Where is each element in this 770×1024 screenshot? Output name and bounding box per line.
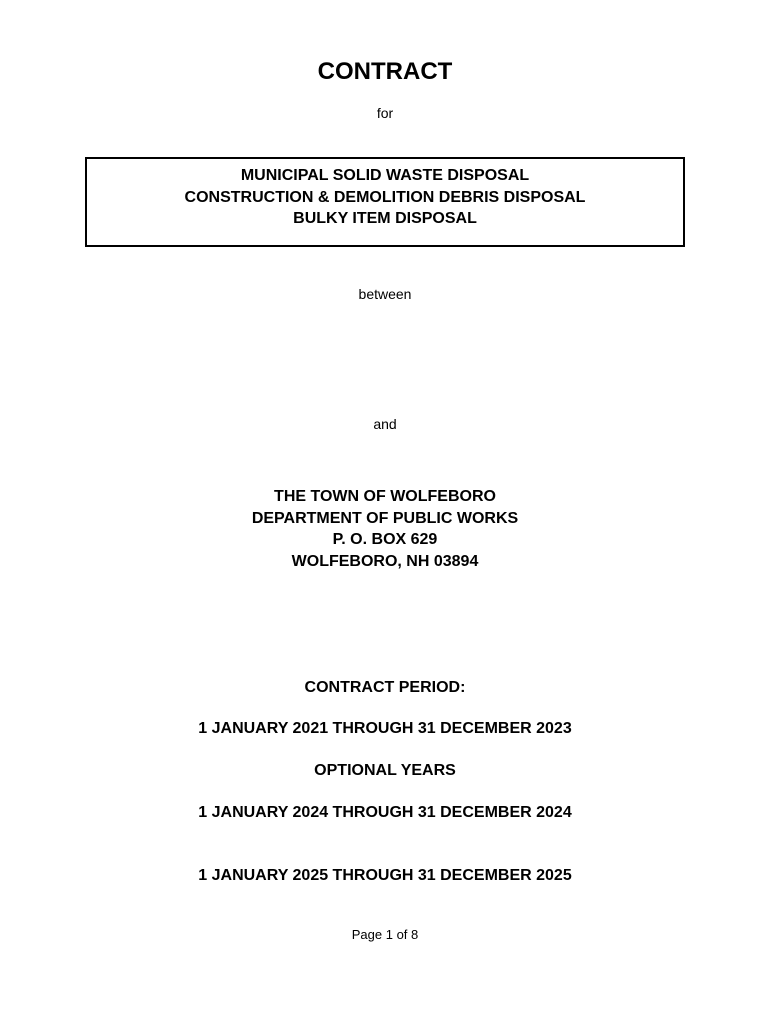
between-text: between: [358, 286, 412, 302]
optional-period-2: 1 JANUARY 2025 THROUGH 31 DECEMBER 2025: [198, 867, 572, 884]
base-period: 1 JANUARY 2021 THROUGH 31 DECEMBER 2023: [198, 720, 572, 737]
for-text: for: [376, 105, 394, 121]
document-title: CONTRACT: [317, 58, 453, 85]
contract-period-heading: CONTRACT PERIOD:: [304, 679, 466, 696]
and-text: and: [373, 416, 397, 432]
scope-line-bulky-items: BULKY ITEM DISPOSAL: [293, 210, 477, 227]
page-number-footer: Page 1 of 8: [351, 927, 419, 942]
scope-line-cd-debris: CONSTRUCTION & DEMOLITION DEBRIS DISPOSAL: [184, 188, 586, 206]
optional-period-1: 1 JANUARY 2024 THROUGH 31 DECEMBER 2024: [198, 804, 572, 821]
optional-years-heading: OPTIONAL YEARS: [314, 762, 456, 779]
party-town: THE TOWN OF WOLFEBORO: [274, 488, 496, 505]
party-department: DEPARTMENT OF PUBLIC WORKS: [251, 509, 519, 527]
party-po-box: P. O. BOX 629: [332, 531, 438, 548]
scope-line-msw: MUNICIPAL SOLID WASTE DISPOSAL: [240, 167, 530, 184]
party-city-state-zip: WOLFEBORO, NH 03894: [291, 552, 479, 570]
party-address: [0, 486, 770, 572]
scope-box: [85, 157, 685, 247]
